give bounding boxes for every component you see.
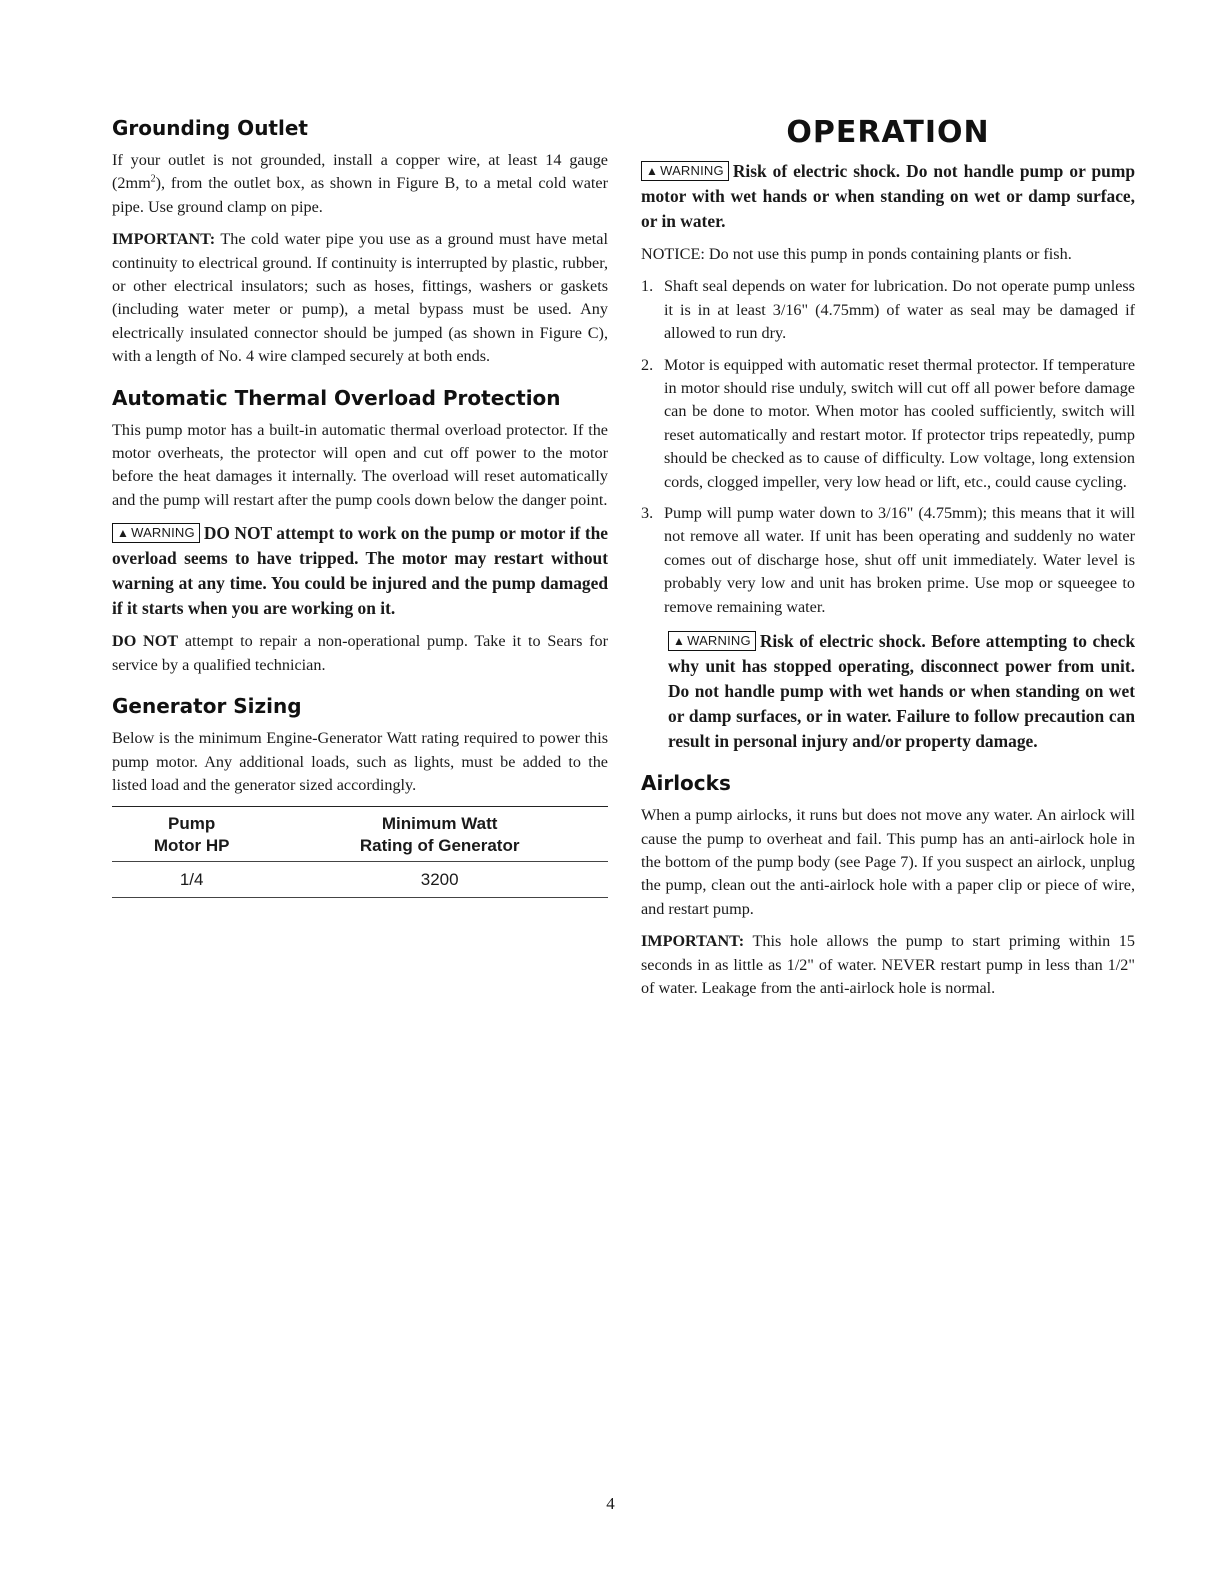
thermal-warning: ▲ WARNING DO NOT attempt to work on the pump or motor if the overload seems to have tripped. The motor may restart without warning at any time. You could be injured and the pump damaged if it starts when you are working on it.	[112, 523, 608, 619]
generator-table	[112, 806, 608, 898]
right-column	[641, 115, 1135, 1009]
unit-stopped-warning: ▲ WARNING Risk of electric shock. Before attempting to check why unit has stopped operating, disconnect power from unit. Do not handle pump with wet hands or when standing on wet or damp surfaces, or in water. Failure to follow precaution can result in personal injury and/or property damage.	[668, 631, 1135, 752]
warning-badge: ▲ WARNING	[112, 523, 200, 543]
grounding-paragraph: If your outlet is not grounded, install a copper wire, at least 14 gauge $(2mm^2)$, from the outlet box, as shown in Figure B, to a metal cold water pipe. Use ground clamp on pipe.	[112, 151, 608, 216]
operation-warning: ▲ WARNING Risk of electric shock. Do not handle pump or pump motor with wet hands or when standing on wet or damp surface, or in water.	[641, 161, 1135, 231]
table-header-min-watt: Minimum Watt Rating of Generator	[271, 807, 608, 862]
do-not-repair-paragraph: DO NOT attempt to repair a non-operational pump. Take it to Sears for service by a qualified technician.	[112, 632, 608, 674]
list-item: 1. Shaft seal depends on water for lubrication. Do not operate pump unless it is in at least 3/16" (4.75mm) of water as seal may be damaged if allowed to run dry.	[641, 277, 1135, 343]
warning-triangle-icon: ▲	[117, 526, 130, 541]
warning-triangle-icon: ▲	[646, 164, 659, 178]
operation-list	[641, 275, 1135, 619]
generator-paragraph: Below is the minimum Engine-Generator Watt rating required to power this pump motor. Any additional loads, such as lights, must be added to the listed load and the generator sized accordingly.	[112, 729, 608, 794]
important-label: IMPORTANT:	[112, 230, 216, 249]
operation-heading: OPERATION	[786, 115, 990, 150]
table-cell-hp: 1/4	[112, 862, 271, 898]
table-header-row	[112, 807, 608, 862]
airlocks-important-paragraph: IMPORTANT: This hole allows the pump to start priming within 15 seconds in as little as 1/2" of water. NEVER restart pump in less than 1/2" of water. Leakage from the anti-airlock hole is normal.	[641, 932, 1135, 997]
thermal-heading: Automatic Thermal Overload Protection	[112, 385, 561, 410]
table-cell-watt: 3200	[271, 862, 608, 898]
airlocks-heading: Airlocks	[641, 771, 731, 796]
generator-heading: Generator Sizing	[112, 694, 302, 719]
airlocks-paragraph: When a pump airlocks, it runs but does not move any water. An airlock will cause the pump to overheat and fail. This pump has an anti-airlock hole in the bottom of the pump body (see Page 7). If you suspect an airlock, unplug the pump, clean out the anti-airlock hole with a paper clip or piece of wire, and restart pump.	[641, 806, 1135, 918]
thermal-paragraph: This pump motor has a built-in automatic thermal overload protector. If the motor overheats, the protector will open and cut off power to the motor before the heat damages it internally. The overload will reset automatically and the pump will restart after the pump cools down below the danger point.	[112, 420, 608, 509]
list-item: 2. Motor is equipped with automatic reset thermal protector. If temperature in motor should rise unduly, switch will cut off all power before damage can be done to motor. When motor has cooled sufficiently, switch will reset automatically and restart motor. If protector trips repeatedly, pump should be checked as to cause of difficulty. Low voltage, long extension cords, clogged impeller, very low head or lift, etc., could cause cycling.	[641, 355, 1135, 491]
notice-paragraph: NOTICE: Do not use this pump in ponds containing plants or fish.	[641, 245, 1072, 263]
list-item: 3. Pump will pump water down to 3/16" (4.75mm); this means that it will not remove all water. If unit has been operating and suddenly no water comes out of discharge hose, shut off unit immediately. Water level is probably very low and unit has broken prime. Use mop or squeegee to remove remaining water.	[641, 504, 1135, 616]
page-number: 4	[606, 1494, 615, 1513]
grounding-important-paragraph: IMPORTANT: The cold water pipe you use as a ground must have metal continuity to electrical ground. If continuity is interrupted by plastic, rubber, or other electrical insulators; such as hoses, fittings, washers or gaskets (including water meter or pump), a metal bypass must be used. Any electrically insulated connector should be jumped (as shown in Figure C), with a length of No. 4 wire clamped securely at both ends.	[112, 230, 608, 366]
warning-badge: ▲ WARNING	[668, 631, 756, 651]
warning-triangle-icon: ▲	[673, 634, 686, 649]
table-row	[112, 862, 608, 898]
warning-badge: ▲ WARNING	[641, 161, 729, 181]
table-header-motor-hp: Pump Motor HP	[112, 807, 271, 862]
grounding-heading: Grounding Outlet	[112, 116, 308, 140]
left-column	[112, 115, 608, 898]
